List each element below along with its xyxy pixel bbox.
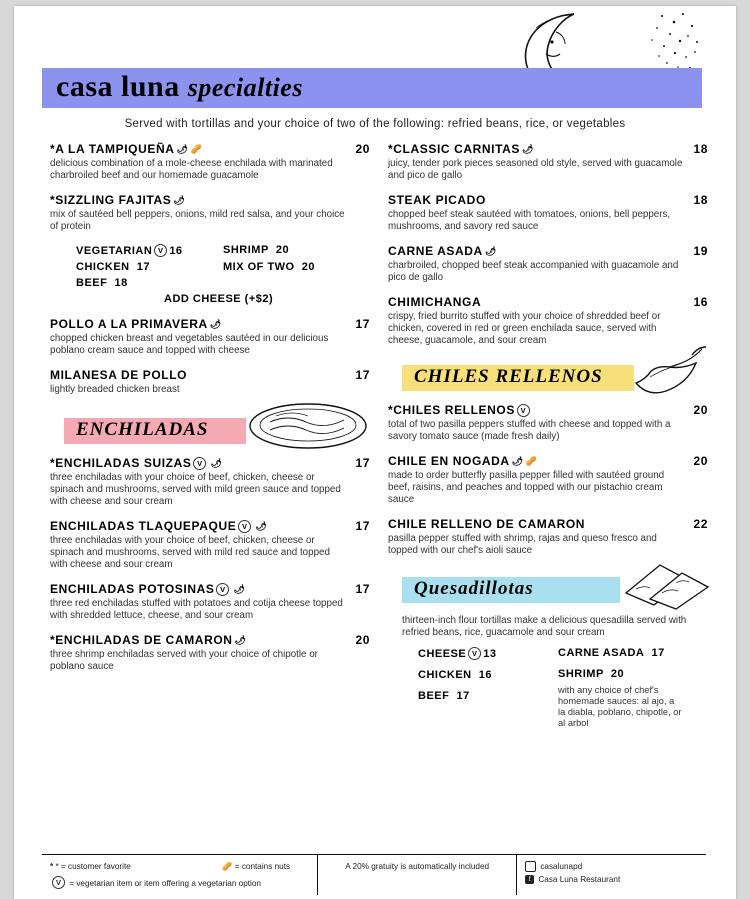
item-name: ENCHILADAS TLAQUEPAQUE V 🌶: [50, 519, 268, 533]
footer: [42, 854, 706, 895]
menu-item: [388, 193, 708, 233]
chili-icon: 🌶: [210, 458, 223, 468]
menu-item: [388, 142, 708, 182]
item-description: crispy, fried burrito stuffed with your choice of shredded beef or chicken, covered in red or green enchilada sauce, served with cheese, guacamole, and sour cream: [388, 311, 661, 346]
menu-item: [388, 295, 708, 347]
specialties-label: specialties: [187, 73, 303, 102]
item-description: three shrimp enchiladas served with your choice of chipotle or poblano sauce: [50, 649, 318, 672]
menu-item: [388, 517, 708, 557]
menu-item: [50, 456, 370, 508]
menu-item: [388, 403, 708, 443]
page-title: [56, 70, 303, 104]
item-price: 18: [693, 193, 708, 207]
peanut-icon: 🥜: [525, 456, 538, 466]
right-column: [388, 142, 708, 738]
item-price: 16: [693, 295, 708, 309]
section-header-enchiladas: [50, 418, 370, 446]
item-price: 20: [693, 403, 708, 417]
menu-page: [14, 6, 736, 899]
protein-option: BEEF 18: [76, 277, 128, 289]
legend-row: V = vegetarian item or item offering a vegetarian option: [50, 876, 309, 889]
item-price: 20: [693, 454, 708, 468]
item-description: mix of sautéed bell peppers, onions, mild red salsa, and your choice of protein: [50, 209, 345, 232]
quesadillas-intro: thirteen-inch flour tortillas make a delicious quesadilla served with refried beans, rice, guacamole and sour cream: [402, 615, 687, 638]
left-column: [50, 142, 370, 684]
item-price: 17: [355, 456, 370, 470]
item-name: CHIMICHANGA: [388, 295, 482, 309]
instagram-handle[interactable]: casalunapd: [525, 861, 698, 872]
menu-item: [50, 193, 370, 233]
item-description: juicy, tender pork pieces seasoned old style, served with guacamole and pico de gallo: [388, 158, 683, 181]
item-description: made to order butterfly pasilla pepper filled with sautéed ground beef, raisins, and peaches and topped with our pistachio cream sauce: [388, 470, 665, 505]
vegetarian-icon: V: [193, 457, 206, 470]
menu-item: [50, 368, 370, 396]
item-name: *ENCHILADAS SUIZAS V 🌶: [50, 456, 223, 470]
chili-icon: 🌶: [209, 319, 222, 329]
item-description: charbroiled, chopped beef steak accompanied with guacamole and pico de gallo: [388, 260, 679, 283]
chili-icon: 🌶: [255, 521, 268, 531]
quesadilla-option: BEEF 17: [418, 690, 470, 702]
fajita-protein-list: [76, 244, 370, 305]
chili-icon: 🌶: [511, 456, 524, 466]
quesadilla-options: [418, 647, 708, 738]
menu-item: [50, 317, 370, 357]
item-description: delicious combination of a mole-cheese enchilada with marinated charbroiled beef and our homemade guacamole: [50, 158, 333, 181]
quesadilla-option: CHEESE V 13: [418, 648, 497, 660]
item-name: ENCHILADAS POTOSINAS V 🌶: [50, 582, 246, 596]
item-name: *CLASSIC CARNITAS 🌶: [388, 142, 535, 156]
item-description: three enchiladas with your choice of beef, chicken, cheese or spinach and mushrooms, served with mild red sauce and topped with cheese and sour cream: [50, 535, 330, 570]
item-price: 20: [355, 142, 370, 156]
item-description: pasilla pepper stuffed with shrimp, rajas and queso fresco and topped with our chef's aioli sauce: [388, 533, 657, 556]
restaurant-name: casa luna: [56, 70, 180, 103]
chili-icon: 🌶: [234, 635, 247, 645]
menu-item: [50, 582, 370, 622]
menu-item: [388, 454, 708, 506]
section-title: CHILES RELLENOS: [414, 366, 603, 387]
peanut-icon: 🥜: [190, 144, 203, 154]
item-name: CHILE EN NOGADA 🌶 🥜: [388, 454, 538, 468]
served-note: Served with tortillas and your choice of two of the following: refried beans, rice, or vegetables: [124, 118, 626, 130]
quesadilla-option: SHRIMP 20: [558, 668, 625, 680]
facebook-handle[interactable]: f Casa Luna Restaurant: [525, 875, 698, 884]
peanut-icon: 🥜: [222, 862, 233, 871]
menu-item: [50, 142, 370, 182]
protein-option: VEGETARIAN V 16: [76, 245, 183, 257]
item-name: *SIZZLING FAJITAS 🌶: [50, 193, 186, 207]
vegetarian-icon: V: [468, 647, 481, 660]
chili-pepper-illustration: [630, 343, 714, 397]
item-name: STEAK PICADO: [388, 193, 486, 207]
item-name: POLLO A LA PRIMAVERA 🌶: [50, 317, 222, 331]
footer-gratuity: A 20% gratuity is automatically included: [317, 855, 517, 895]
menu-item: [50, 633, 370, 673]
legend-row: * * = customer favorite 🥜 = contains nuts: [50, 862, 291, 871]
vegetarian-icon: V: [216, 583, 229, 596]
chili-icon: 🌶: [484, 246, 497, 256]
protein-option: SHRIMP 20: [223, 244, 290, 256]
quesadilla-illustration: [616, 559, 716, 611]
item-description: three red enchiladas stuffed with potatoes and cotija cheese topped with shredded lettuce, cheese, and sour cream: [50, 598, 343, 621]
quesadilla-option: CHICKEN 16: [418, 669, 492, 681]
quesadilla-sauce-note: with any choice of chef's homemade sauces: al ajo, a la diabla, poblano, chipotle, or al arbol: [558, 685, 682, 728]
item-name: *A LA TAMPIQUEÑA 🌶 🥜: [50, 142, 203, 156]
footer-legend: [42, 855, 317, 895]
item-price: 17: [355, 582, 370, 596]
section-title: ENCHILADAS: [76, 419, 209, 440]
item-description: chopped chicken breast and vegetables sautéed in our delicious poblano cream sauce and topped with cheese: [50, 333, 329, 356]
item-name: *ENCHILADAS DE CAMARON 🌶: [50, 633, 247, 647]
add-cheese-note: ADD CHEESE (+$2): [164, 293, 274, 305]
instagram-icon: [525, 861, 536, 872]
item-price: 18: [693, 142, 708, 156]
chili-icon: 🌶: [233, 584, 246, 594]
item-description: three enchiladas with your choice of beef, chicken, cheese or spinach and mushrooms, served with mild green sauce and topped with cheese and sour cream: [50, 472, 341, 507]
item-name: CHILE RELLENO DE CAMARON: [388, 517, 586, 531]
item-description: lightly breaded chicken breast: [50, 384, 180, 395]
section-title: Quesadillotas: [414, 578, 534, 599]
item-price: 20: [355, 633, 370, 647]
item-price: 17: [355, 317, 370, 331]
protein-option: MIX OF TWO 20: [223, 261, 315, 273]
menu-item: [388, 244, 708, 284]
quesadilla-option: CARNE ASADA 17: [558, 647, 665, 659]
menu-item: [50, 519, 370, 571]
vegetarian-icon: V: [517, 404, 530, 417]
item-name: MILANESA DE POLLO: [50, 368, 188, 382]
footer-social: [517, 855, 706, 895]
item-price: 19: [693, 244, 708, 258]
item-price: 17: [355, 368, 370, 382]
item-name: CARNE ASADA 🌶: [388, 244, 497, 258]
protein-option: CHICKEN 17: [76, 261, 150, 273]
section-header-quesadillotas: [388, 577, 708, 605]
chili-icon: 🌶: [521, 144, 535, 154]
vegetarian-icon: V: [52, 876, 65, 889]
facebook-icon: f: [525, 875, 534, 884]
item-description: chopped beef steak sautéed with tomatoes, onions, bell peppers, mushrooms, and savory red sauce: [388, 209, 671, 232]
vegetarian-icon: V: [238, 520, 251, 533]
chili-icon: 🌶: [176, 144, 189, 154]
section-header-chiles-rellenos: [388, 365, 708, 393]
vegetarian-icon: V: [154, 244, 167, 257]
item-price: 22: [693, 517, 708, 531]
chili-icon: 🌶: [173, 195, 186, 205]
item-price: 17: [355, 519, 370, 533]
item-description: total of two pasilla peppers stuffed with cheese and topped with a savory tomato sauce (made fresh daily): [388, 419, 671, 442]
item-name: *CHILES RELLENOS V: [388, 403, 540, 417]
enchiladas-illustration: [246, 394, 371, 452]
